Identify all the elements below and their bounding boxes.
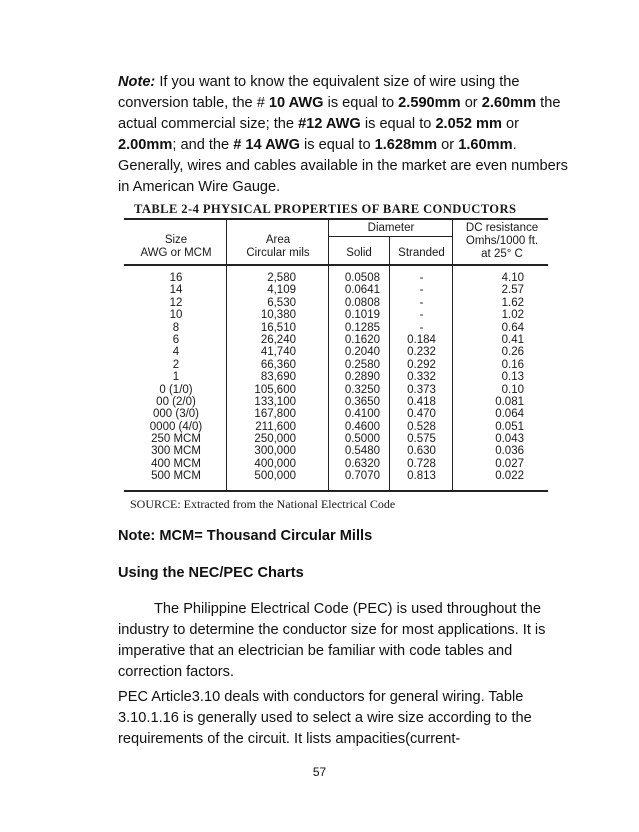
column-area (228, 272, 296, 483)
table-cell-size: 8 (172, 321, 180, 334)
table-cell-solid: 0.4600 (344, 420, 380, 433)
table-cell-resistance: 0.043 (495, 433, 524, 446)
table-cell-stranded: - (419, 321, 424, 334)
mcm-note: Note: MCM= Thousand Circular Mills (118, 528, 373, 544)
header-bottom-rule (124, 264, 548, 266)
table-cell-area: 300,000 (254, 445, 296, 458)
note-label: Note: (118, 74, 156, 90)
header-solid: Solid (346, 247, 372, 259)
table-cell-area: 6,530 (267, 296, 296, 309)
table-cell-area: 500,000 (254, 470, 296, 483)
table-cell-solid: 0.0641 (344, 284, 380, 297)
table-cell-resistance: 0.41 (501, 333, 524, 346)
table-cell-stranded: - (419, 284, 424, 297)
table-source: SOURCE: Extracted from the National Electrical Code (130, 497, 396, 511)
header-stranded: Stranded (398, 247, 445, 259)
table-cell-size: 10 (169, 309, 183, 322)
table-cell-size: 00 (2/0) (156, 395, 196, 408)
table-cell-solid: 0.0508 (344, 272, 380, 284)
table-cell-area: 66,360 (260, 358, 296, 371)
table-cell-area: 250,000 (254, 433, 296, 446)
table-cell-resistance: 0.16 (501, 358, 524, 371)
column-solid (330, 272, 380, 483)
header-area: Area Circular mils (246, 234, 310, 259)
table-cell-area: 41,740 (260, 346, 296, 359)
table-cell-solid: 0.1019 (344, 309, 380, 322)
table-cell-solid: 0.4100 (344, 408, 380, 421)
header-diameter: Diameter (367, 222, 415, 234)
table-cell-resistance: 0.051 (495, 420, 524, 433)
table-cell-stranded: 0.418 (407, 395, 436, 408)
table-cell-resistance: 0.022 (495, 470, 524, 483)
table-cell-stranded: 0.630 (407, 445, 436, 458)
table-cell-area: 83,690 (260, 371, 296, 384)
table-cell-resistance: 0.064 (495, 408, 524, 421)
table-cell-size: 0000 (4/0) (149, 420, 203, 433)
table-cell-size: 300 MCM (151, 445, 201, 458)
table-cell-solid: 0.2580 (344, 358, 380, 371)
table-cell-area: 211,600 (255, 420, 296, 433)
table-cell-stranded: 0.292 (407, 358, 436, 371)
table-cell-solid: 0.3650 (344, 395, 380, 408)
table-cell-area: 400,000 (254, 457, 296, 470)
table-cell-solid: 0.3250 (344, 383, 380, 396)
table-cell-area: 4,109 (267, 284, 296, 297)
page-number: 57 (312, 765, 327, 779)
table-cell-area: 26,240 (260, 333, 296, 346)
table-cell-stranded: - (419, 309, 424, 322)
table-cell-stranded: 0.184 (407, 333, 436, 346)
table-cell-area: 16,510 (260, 321, 296, 334)
table-cell-size: 250 MCM (151, 433, 201, 446)
table-top-rule (124, 218, 548, 220)
table-cell-resistance: 4.10 (501, 272, 524, 284)
table-cell-stranded: 0.470 (407, 408, 436, 421)
table-cell-area: 105,600 (254, 383, 296, 396)
table-cell-solid: 0.1285 (344, 321, 380, 334)
table-cell-stranded: 0.232 (407, 346, 436, 359)
table-cell-size: 6 (172, 333, 180, 346)
table-cell-size: 500 MCM (151, 470, 201, 483)
header-size: Size AWG or MCM (140, 234, 212, 259)
column-stranded (391, 272, 452, 483)
table-cell-solid: 0.5480 (344, 445, 380, 458)
table-cell-area: 2,580 (267, 272, 296, 284)
table-cell-size: 16 (169, 272, 183, 284)
table-cell-size: 0 (1/0) (159, 383, 193, 396)
table-cell-stranded: - (419, 272, 424, 284)
table-cell-size: 14 (169, 284, 183, 297)
note-paragraph: Note: If you want to know the equivalent size of wire using the conversion table, the # 10 AWG is equal to 2.590mm or 2.60mm the actual commercial size; the #12 AWG is equal to 2.052 mm or 2.00mm; and the # 14 AWG is equal to 1.628mm or 1.60mm. Generally, wires and cables available in the market are even numbers in American Wire Gauge. (118, 74, 568, 195)
table-cell-resistance: 0.081 (495, 395, 524, 408)
table-cell-solid: 0.0808 (344, 296, 380, 309)
table-cell-resistance: 1.02 (501, 309, 524, 322)
column-size (128, 272, 224, 483)
table-cell-resistance: 0.10 (501, 383, 524, 396)
table-cell-size: 400 MCM (151, 457, 201, 470)
table-bottom-rule (124, 490, 548, 492)
table-title: TABLE 2-4 PHYSICAL PROPERTIES OF BARE CONDUCTORS (134, 202, 517, 216)
table-cell-resistance: 0.13 (501, 371, 524, 384)
table-cell-size: 000 (3/0) (152, 408, 200, 421)
table-cell-stranded: 0.373 (407, 383, 436, 396)
header-dc-resistance: DC resistance Omhs/1000 ft. at 25° C (465, 222, 539, 260)
table-cell-stranded: 0.575 (407, 433, 436, 446)
table-cell-stranded: 0.813 (407, 470, 436, 483)
table-cell-resistance: 0.027 (495, 457, 524, 470)
table-cell-size: 1 (172, 371, 180, 384)
column-resistance (454, 272, 524, 483)
table-cell-size: 2 (172, 358, 180, 371)
table-cell-area: 133,100 (254, 395, 296, 408)
table-cell-stranded: - (419, 296, 424, 309)
table-cell-size: 12 (169, 296, 183, 309)
table-cell-size: 4 (172, 346, 180, 359)
table-cell-stranded: 0.332 (407, 371, 436, 384)
table-cell-stranded: 0.728 (407, 457, 436, 470)
conductor-properties-table (120, 196, 552, 518)
table-cell-solid: 0.2890 (344, 371, 380, 384)
table-cell-solid: 0.6320 (344, 457, 380, 470)
article-paragraph: PEC Article3.10 deals with conductors for general wiring. Table 3.10.1.16 is generally used to select a wire size according to the requirements of the circuit. It lists ampacities(current- (118, 689, 532, 747)
table-cell-resistance: 0.036 (495, 445, 524, 458)
table-cell-resistance: 0.26 (501, 346, 524, 359)
table-cell-area: 167,800 (254, 408, 296, 421)
table-cell-solid: 0.2040 (344, 346, 380, 359)
section-heading: Using the NEC/PEC Charts (118, 565, 304, 581)
table-cell-resistance: 2.57 (501, 284, 524, 297)
table-cell-area: 10,380 (260, 309, 296, 322)
pec-paragraph: The Philippine Electrical Code (PEC) is used throughout the industry to determine the conductor size for most applications. It is imperative that an electrician be familiar with code tables and correction factors. (118, 601, 546, 680)
table-cell-resistance: 0.64 (501, 321, 524, 334)
table-cell-solid: 0.5000 (344, 433, 380, 446)
table-cell-solid: 0.7070 (344, 470, 380, 483)
table-cell-resistance: 1.62 (501, 296, 524, 309)
table-cell-stranded: 0.528 (407, 420, 436, 433)
table-cell-solid: 0.1620 (344, 333, 380, 346)
